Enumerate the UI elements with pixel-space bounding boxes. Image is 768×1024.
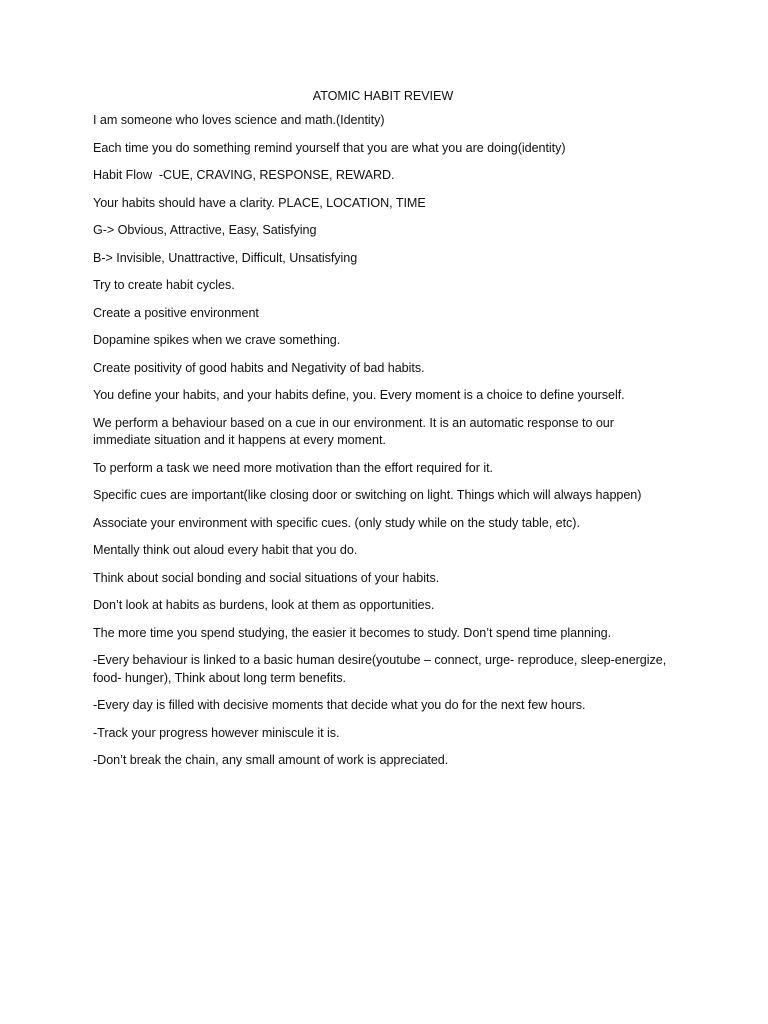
paragraph: -Every behaviour is linked to a basic human desire(youtube – connect, urge- reproduce, sleep-energize, food- hunger), Think about long term benefits. <box>93 653 667 685</box>
paragraph: -Track your progress however miniscule it is. <box>93 725 340 740</box>
paragraph: Think about social bonding and social situations of your habits. <box>93 570 440 585</box>
paragraph: We perform a behaviour based on a cue in our environment. It is an automatic response to our immediate situation and it happens at every moment. <box>93 415 614 447</box>
paragraph: I am someone who loves science and math.(Identity) <box>93 113 385 127</box>
document-body <box>93 88 673 780</box>
paragraph: Your habits should have a clarity. PLACE, LOCATION, TIME <box>93 195 426 210</box>
paragraph: Don’t look at habits as burdens, look at them as opportunities. <box>93 598 435 612</box>
paragraph: Mentally think out aloud every habit that you do. <box>93 543 358 557</box>
paragraph: Try to create habit cycles. <box>93 278 235 292</box>
paragraph: -Don’t break the chain, any small amount of work is appreciated. <box>93 753 449 767</box>
paragraph: G-> Obvious, Attractive, Easy, Satisfying <box>93 223 317 237</box>
paragraph: Each time you do something remind yourself that you are what you are doing(identity) <box>93 140 566 155</box>
document-title: ATOMIC HABIT REVIEW <box>312 89 454 103</box>
paragraph: Habit Flow -CUE, CRAVING, RESPONSE, REWARD. <box>93 168 395 182</box>
paragraph: To perform a task we need more motivation than the effort required for it. <box>93 460 493 475</box>
paragraph: Associate your environment with specific cues. (only study while on the study table, etc). <box>93 515 580 530</box>
paragraph: Create a positive environment <box>93 305 259 320</box>
paragraph: Specific cues are important(like closing door or switching on light. Things which will always happen) <box>93 488 642 502</box>
paragraph: The more time you spend studying, the easier it becomes to study. Don’t spend time planning. <box>93 625 612 640</box>
paragraph: Dopamine spikes when we crave something. <box>93 333 341 347</box>
paragraph: You define your habits, and your habits define, you. Every moment is a choice to define yourself. <box>93 388 625 402</box>
paragraph: B-> Invisible, Unattractive, Difficult, Unsatisfying <box>93 250 358 265</box>
paragraph: Create positivity of good habits and Negativity of bad habits. <box>93 360 425 375</box>
paragraph: -Every day is filled with decisive moments that decide what you do for the next few hours. <box>93 698 586 712</box>
